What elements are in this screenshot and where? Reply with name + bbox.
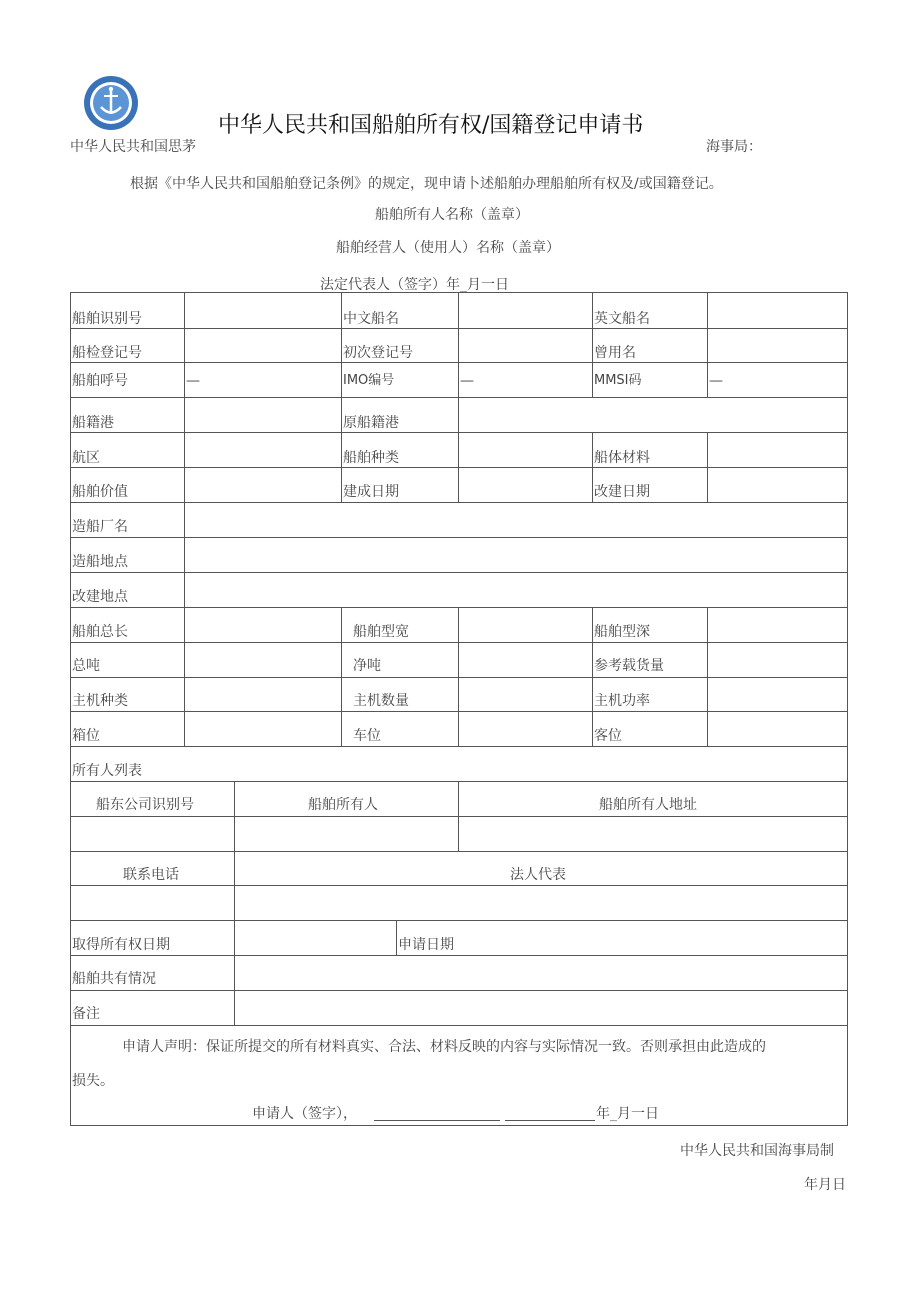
- header-contact-phone: 联系电话: [123, 867, 179, 883]
- label-call-sign: 船舶呼号: [72, 373, 128, 389]
- legal-rep-sign-label: 法定代表人（签字）年_月一日: [320, 277, 509, 293]
- owner-name-label: 船舶所有人名称（盖章）: [375, 207, 529, 223]
- operator-name-label: 船舶经营人（使用人）名称（盖章）: [336, 240, 560, 256]
- label-passenger-seats: 客位: [594, 728, 622, 744]
- intro-text: 根据《中华人民共和国船舶登记条例》的规定，现申请卜述船舶办理船舶所有权及/或国籍登记。: [130, 176, 723, 192]
- declaration-line-1: 申请人声明：保证所提交的所有材料真实、合法、材料反映的内容与实际情况一致。否则承担由此造成的: [122, 1039, 766, 1055]
- header-owner-company-id: 船东公司识别号: [96, 797, 194, 813]
- footer-date: 年月日: [804, 1177, 846, 1193]
- label-breadth: 船舶型宽: [353, 624, 409, 640]
- value-call-sign: —: [186, 373, 200, 389]
- label-gross-tonnage: 总吨: [72, 658, 100, 674]
- applicant-signature-line[interactable]: [374, 1120, 500, 1121]
- label-mmsi: MMSI码: [594, 373, 642, 388]
- label-engine-count: 主机数量: [353, 693, 409, 709]
- label-rebuild-place: 改建地点: [72, 589, 128, 605]
- label-ship-id: 船舶识别号: [72, 311, 142, 327]
- header-owner: 船舶所有人: [308, 797, 378, 813]
- label-survey-reg-no: 船检登记号: [72, 345, 142, 361]
- form-title: 中华人民共和国船舶所有权/国籍登记申请书: [218, 113, 644, 138]
- label-engine-power: 主机功率: [594, 693, 650, 709]
- label-navigation-area: 航区: [72, 450, 100, 466]
- label-initial-reg-no: 初次登记号: [343, 345, 413, 361]
- label-co-ownership: 船舶共有情况: [72, 971, 156, 987]
- label-ship-type: 船舶种类: [343, 450, 399, 466]
- applicant-date-line[interactable]: [505, 1120, 595, 1121]
- applicant-date-label: 年_月一日: [596, 1106, 659, 1122]
- label-imo-no: IMO编号: [343, 373, 395, 388]
- label-en-name: 英文船名: [594, 311, 650, 327]
- label-ship-value: 船舶价值: [72, 484, 128, 500]
- label-remarks: 备注: [72, 1006, 100, 1022]
- label-build-place: 造船地点: [72, 554, 128, 570]
- issuer-left: 中华人民共和国思茅: [70, 139, 196, 155]
- label-former-port: 原船籍港: [343, 415, 399, 431]
- value-imo: —: [460, 373, 474, 389]
- label-port-of-registry: 船籍港: [72, 415, 114, 431]
- label-former-name: 曾用名: [594, 345, 636, 361]
- applicant-signature-label: 申请人（签字），: [252, 1106, 357, 1122]
- label-depth: 船舶型深: [594, 624, 650, 640]
- label-length: 船舶总长: [72, 624, 128, 640]
- label-shipyard: 造船厂名: [72, 519, 128, 535]
- label-hull-material: 船体材料: [594, 450, 650, 466]
- label-ownership-date: 取得所有权日期: [72, 937, 170, 953]
- value-mmsi: —: [709, 373, 723, 389]
- header-legal-rep: 法人代表: [510, 867, 566, 883]
- label-ref-capacity: 参考载货量: [594, 658, 664, 674]
- label-vehicle-slots: 车位: [353, 728, 381, 744]
- header-owner-address: 船舶所有人地址: [599, 797, 697, 813]
- label-engine-type: 主机种类: [72, 693, 128, 709]
- footer-maker: 中华人民共和国海事局制: [680, 1143, 834, 1159]
- label-apply-date: 申请日期: [398, 937, 454, 953]
- label-owner-list: 所有人列表: [72, 763, 142, 779]
- label-container-slots: 箱位: [72, 728, 100, 744]
- declaration-line-2: 损失。: [72, 1073, 114, 1089]
- label-cn-name: 中文船名: [343, 311, 399, 327]
- issuer-right: 海事局：: [706, 139, 762, 155]
- label-rebuild-date: 改建日期: [594, 484, 650, 500]
- label-build-date: 建成日期: [343, 484, 399, 500]
- label-net-tonnage: 净吨: [353, 658, 381, 674]
